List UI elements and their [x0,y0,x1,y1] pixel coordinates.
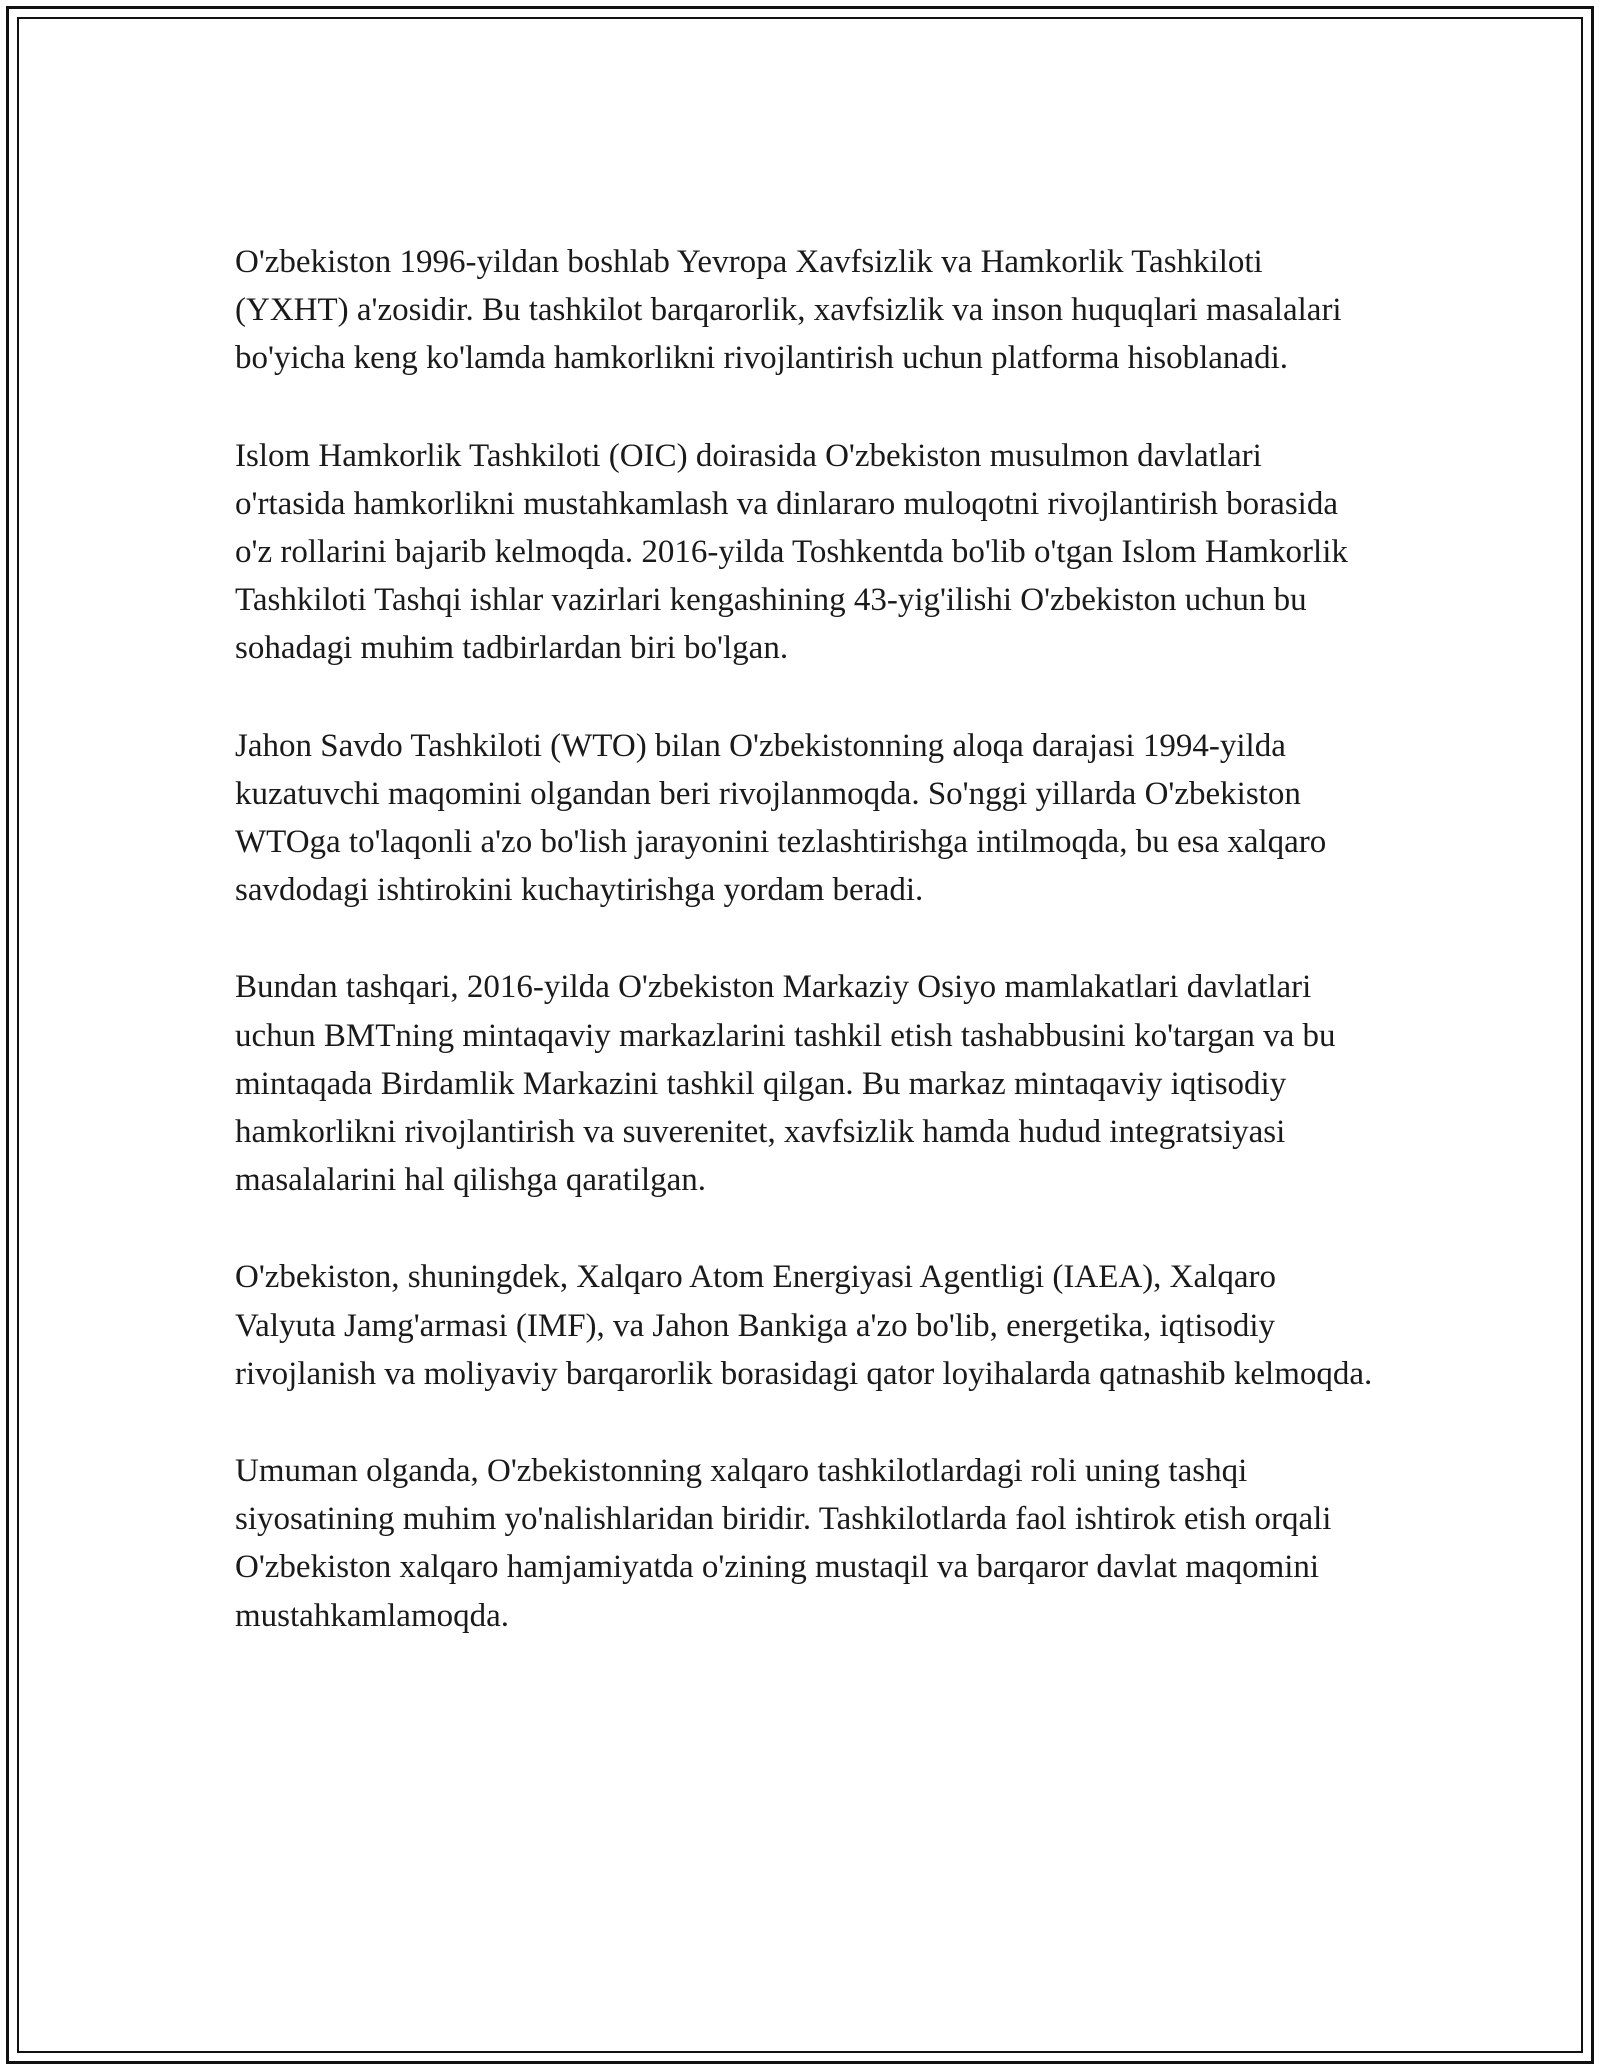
paragraph-conclusion: Umuman olganda, O'zbekistonning xalqaro tashkilotlardagi roli uning tashqi siyosatining muhim yo'nalishlaridan biridir. Tashkilotlarda faol ishtirok etish orqali O'zbekiston xalqaro hamjamiyatda o'zining mustaqil va barqaror davlat maqomini mustahkamlamoqda. [235,1453,1332,1634]
paragraph-oic: Islom Hamkorlik Tashkiloti (OIC) doirasida O'zbekiston musulmon davlatlari o'rtasida hamkorlikni mustahkamlash va dinlararo muloqotni rivojlantirish borasida o'z rollarini bajarib kelmoqda. 2016-yilda Toshkentda bo'lib o'tgan Islom Hamkorlik Tashkiloti Tashqi ishlar vazirlari kengashining 43-yig'ilishi O'zbekiston uchun bu sohadagi muhim tadbirlardan biri bo'lgan. [235,437,1348,667]
paragraph-osce: O'zbekiston 1996-yildan boshlab Yevropa Xavfsizlik va Hamkorlik Tashkiloti (YXHT) a'zosidir. Bu tashkilot barqarorlik, xavfsizlik va inson huquqlari masalalari bo'yicha keng ko'lamda hamkorlikni rivojlantirish uchun platforma hisoblanadi. [235,244,1342,377]
paragraph-wto: Jahon Savdo Tashkiloti (WTO) bilan O'zbekistonning aloqa darajasi 1994-yilda kuzatuvchi maqomini olgandan beri rivojlanmoqda. So'nggi yillarda O'zbekiston WTOga to'laqonli a'zo bo'lish jarayonini tezlashtirishga intilmoqda, bu esa xalqaro savdodagi ishtirokini kuchaytirishga yordam beradi. [235,727,1327,909]
paragraph-iaea-imf-worldbank: O'zbekiston, shuningdek, Xalqaro Atom Energiyasi Agentligi (IAEA), Xalqaro Valyuta Jamg'armasi (IMF), va Jahon Bankiga a'zo bo'lib, energetika, iqtisodiy rivojlanish va moliyaviy barqarorlik borasidagi qator loyihalarda qatnashib kelmoqda. [235,1259,1373,1392]
document-body [235,238,1375,1689]
paragraph-un-regional-center: Bundan tashqari, 2016-yilda O'zbekiston Markaziy Osiyo mamlakatlari davlatlari uchun BMTning mintaqaviy markazlarini tashkil etish tashabbusini ko'targan va bu mintaqada Birdamlik Markazini tashkil qilgan. Bu markaz mintaqaviy iqtisodiy hamkorlikni rivojlantirish va suverenitet, xavfsizlik hamda hudud integratsiyasi masalalarini hal qilishga qaratilgan. [235,969,1336,1199]
